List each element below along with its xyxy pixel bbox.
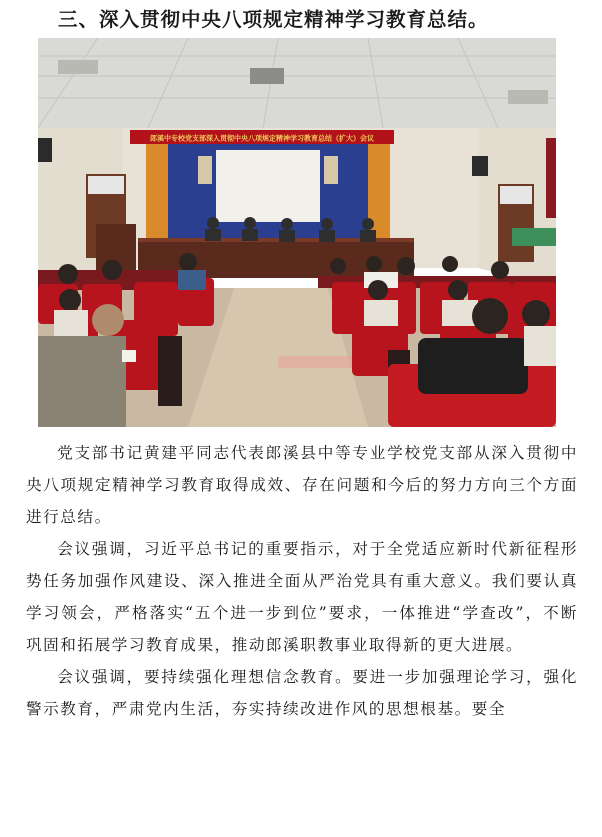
projection-screen: [216, 150, 320, 222]
paragraph: 会议强调，习近平总书记的重要指示，对于全党适应新时代新征程形势任务加强作风建设、深入推进全面从严治党具有重大意义。我们要认真学习领会，严格落实“五个进一步到位”要求，一体推进“学查改”，不断巩固和拓展学习教育成果，推动郎溪职教事业取得新的更大进展。: [26, 540, 578, 654]
section-heading: 三、深入贯彻中央八项规定精神学习教育总结。: [58, 8, 489, 31]
paragraph: 会议强调，要持续强化理想信念教育。要进一步加强理论学习，强化警示教育，严肃党内生活，夯实持续改进作风的思想根基。要全: [26, 668, 578, 718]
body-text: [26, 437, 578, 725]
orange-pillar-left: [146, 140, 168, 252]
paragraph: 党支部书记黄建平同志代表郎溪县中等专业学校党支部从深入贯彻中央八项规定精神学习教育取得成效、存在问题和今后的努力方向三个方面进行总结。: [26, 444, 578, 526]
projector: [250, 68, 284, 84]
banner-text: 郎溪中专校党支部深入贯彻中央八项规定精神学习教育总结（扩大）会议: [150, 134, 374, 143]
meeting-photo: [38, 38, 556, 427]
